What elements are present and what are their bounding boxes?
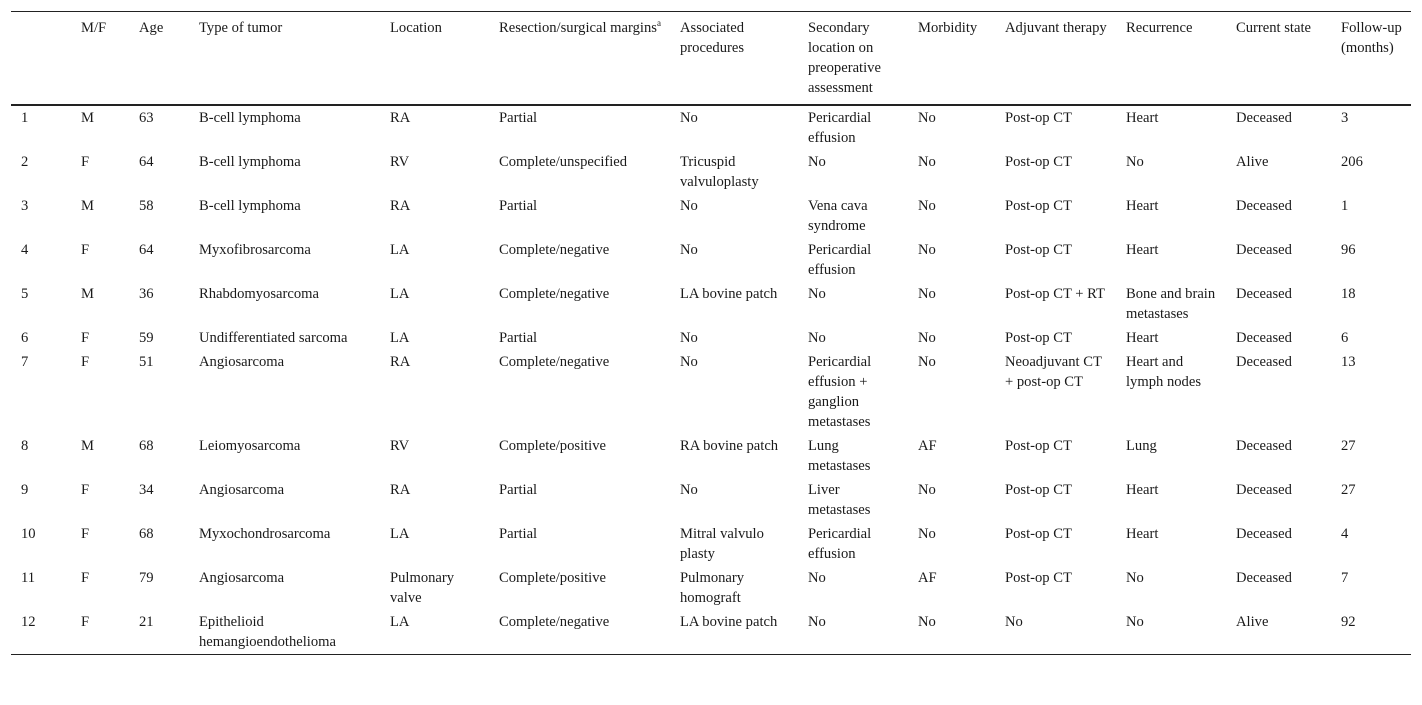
table-row (11, 238, 1411, 282)
header-cell-index (11, 12, 71, 106)
cell-age: 68 (139, 526, 154, 542)
cell-adjuvant-therapy: Post-op CT (1005, 154, 1072, 170)
cell-procedures: No (680, 110, 698, 126)
cell-secondary-location: Pericardial effusion (808, 526, 872, 562)
cell-age: 21 (139, 614, 154, 630)
cell-secondary-location: Vena cava syndrome (808, 198, 868, 234)
cell-morbidity: No (918, 110, 936, 126)
cell-index: 8 (21, 438, 29, 454)
cell-current-state: Deceased (1236, 570, 1292, 586)
table-header (11, 12, 1411, 106)
cell-morbidity: No (918, 330, 936, 346)
cell-tumor-type: Rhabdomyosarcoma (199, 286, 319, 302)
cell-secondary-location: Lung metastases (808, 438, 871, 474)
table-row (11, 105, 1411, 150)
cell-recurrence: Bone and brain metastases (1126, 286, 1216, 322)
cell-location: RA (390, 482, 411, 498)
header-cell-procedures: Associated procedures (680, 20, 745, 56)
table-row (11, 522, 1411, 566)
cell-age: 58 (139, 198, 154, 214)
cell-sex: F (81, 526, 90, 542)
cell-index: 1 (21, 110, 29, 126)
header-cell-adjuvant-therapy: Adjuvant therapy (1005, 20, 1107, 36)
cell-sex: F (81, 154, 90, 170)
cell-location: LA (390, 526, 410, 542)
cell-adjuvant-therapy: Post-op CT (1005, 570, 1072, 586)
cell-follow-up: 18 (1341, 286, 1356, 302)
cell-current-state: Alive (1236, 614, 1269, 630)
cell-secondary-location: No (808, 286, 826, 302)
cell-secondary-location: No (808, 570, 826, 586)
cell-resection: Complete/positive (499, 570, 607, 586)
cell-age: 63 (139, 110, 154, 126)
cell-index: 4 (21, 242, 29, 258)
cell-procedures: No (680, 482, 698, 498)
cell-procedures: Pulmonary homograft (680, 570, 745, 606)
cell-morbidity: AF (918, 438, 937, 454)
cell-secondary-location: Pericardial effusion (808, 242, 872, 278)
header-cell-sex: M/F (81, 20, 107, 36)
cell-resection: Partial (499, 198, 538, 214)
header-cell-secondary-location: Secondary location on preoperative assessment (808, 20, 881, 96)
cell-tumor-type: B-cell lymphoma (199, 198, 301, 214)
cell-sex: F (81, 614, 90, 630)
cell-follow-up: 92 (1341, 614, 1356, 630)
cell-adjuvant-therapy: Post-op CT + RT (1005, 286, 1105, 302)
cell-morbidity: AF (918, 570, 937, 586)
cell-tumor-type: B-cell lymphoma (199, 154, 301, 170)
cell-follow-up: 6 (1341, 330, 1349, 346)
cell-secondary-location: No (808, 614, 826, 630)
cell-procedures: LA bovine patch (680, 286, 778, 302)
cell-procedures: Tricuspid valvuloplasty (680, 154, 759, 190)
header-cell-location: Location (390, 20, 442, 36)
cell-adjuvant-therapy: Post-op CT (1005, 242, 1072, 258)
cell-sex: M (81, 198, 94, 214)
cell-recurrence: Heart (1126, 198, 1159, 214)
cell-morbidity: No (918, 242, 936, 258)
table-row (11, 150, 1411, 194)
cell-index: 2 (21, 154, 29, 170)
tumor-table-container (11, 11, 1411, 655)
cell-tumor-type: Angiosarcoma (199, 482, 285, 498)
cell-sex: F (81, 354, 90, 370)
cell-resection: Partial (499, 330, 538, 346)
cell-sex: F (81, 570, 90, 586)
cell-age: 59 (139, 330, 154, 346)
cell-index: 10 (21, 526, 36, 542)
cell-tumor-type: Angiosarcoma (199, 570, 285, 586)
cell-age: 64 (139, 154, 154, 170)
cell-tumor-type: Leiomyosarcoma (199, 438, 301, 454)
header-resection-footnote-marker: a (656, 18, 661, 29)
cell-resection: Partial (499, 110, 538, 126)
cell-index: 6 (21, 330, 29, 346)
cell-procedures: No (680, 330, 698, 346)
cell-age: 36 (139, 286, 154, 302)
cell-secondary-location: No (808, 330, 826, 346)
cell-resection: Complete/unspecified (499, 154, 628, 170)
cell-index: 5 (21, 286, 29, 302)
cell-follow-up: 27 (1341, 482, 1356, 498)
header-resection-label: Resection/surgical margins (499, 20, 657, 36)
cell-procedures: LA bovine patch (680, 614, 778, 630)
cell-current-state: Deceased (1236, 354, 1292, 370)
cell-recurrence: Heart (1126, 526, 1159, 542)
cell-adjuvant-therapy: Post-op CT (1005, 482, 1072, 498)
cell-location: LA (390, 242, 410, 258)
cell-morbidity: No (918, 154, 936, 170)
cell-age: 68 (139, 438, 154, 454)
table-body (11, 105, 1411, 655)
cell-resection: Complete/negative (499, 614, 610, 630)
header-cell-follow-up: Follow-up (months) (1341, 20, 1402, 56)
table-row (11, 350, 1411, 434)
cell-current-state: Deceased (1236, 286, 1292, 302)
cell-current-state: Deceased (1236, 482, 1292, 498)
cell-resection: Complete/negative (499, 354, 610, 370)
cell-recurrence: Heart (1126, 482, 1159, 498)
cell-morbidity: No (918, 482, 936, 498)
cell-location: RA (390, 110, 411, 126)
cell-sex: M (81, 438, 94, 454)
cell-procedures: Mitral valvulo plasty (680, 526, 764, 562)
cell-tumor-type: B-cell lymphoma (199, 110, 301, 126)
cell-follow-up: 1 (1341, 198, 1349, 214)
cell-location: RV (390, 438, 410, 454)
cell-adjuvant-therapy: Post-op CT (1005, 330, 1072, 346)
cell-index: 11 (21, 570, 36, 586)
cell-resection: Partial (499, 482, 538, 498)
cell-secondary-location: Liver metastases (808, 482, 871, 518)
cell-recurrence: No (1126, 570, 1144, 586)
cell-follow-up: 96 (1341, 242, 1356, 258)
cell-resection: Complete/negative (499, 286, 610, 302)
cell-adjuvant-therapy: No (1005, 614, 1023, 630)
cell-recurrence: Lung (1126, 438, 1157, 454)
table-row (11, 194, 1411, 238)
cell-location: Pulmonary valve (390, 570, 455, 606)
cell-sex: F (81, 242, 90, 258)
cell-procedures: No (680, 354, 698, 370)
cell-location: LA (390, 614, 410, 630)
cell-recurrence: Heart (1126, 330, 1159, 346)
header-row (11, 12, 1411, 106)
cell-location: LA (390, 330, 410, 346)
cell-secondary-location: Pericardial effusion (808, 110, 872, 146)
header-cell-age: Age (139, 20, 164, 36)
cell-current-state: Deceased (1236, 110, 1292, 126)
cell-index: 3 (21, 198, 29, 214)
cell-index: 7 (21, 354, 29, 370)
cell-current-state: Deceased (1236, 438, 1292, 454)
cell-follow-up: 27 (1341, 438, 1356, 454)
cell-procedures: RA bovine patch (680, 438, 779, 454)
cell-procedures: No (680, 198, 698, 214)
cell-adjuvant-therapy: Post-op CT (1005, 526, 1072, 542)
cell-location: LA (390, 286, 410, 302)
cell-index: 12 (21, 614, 36, 630)
cell-follow-up: 3 (1341, 110, 1349, 126)
cell-morbidity: No (918, 354, 936, 370)
cell-current-state: Deceased (1236, 330, 1292, 346)
cell-secondary-location: No (808, 154, 826, 170)
cell-age: 34 (139, 482, 154, 498)
cell-secondary-location: Pericardial effusion + ganglion metastases (808, 354, 872, 430)
cell-adjuvant-therapy: Post-op CT (1005, 110, 1072, 126)
header-cell-resection (489, 12, 670, 106)
cell-resection: Complete/negative (499, 242, 610, 258)
cell-recurrence: No (1126, 614, 1144, 630)
cell-age: 79 (139, 570, 154, 586)
cell-sex: M (81, 110, 94, 126)
table-row (11, 434, 1411, 478)
cell-tumor-type: Myxochondrosarcoma (199, 526, 331, 542)
header-cell-morbidity: Morbidity (918, 20, 978, 36)
cell-location: RV (390, 154, 410, 170)
cell-sex: F (81, 330, 90, 346)
cell-morbidity: No (918, 286, 936, 302)
cell-recurrence: Heart and lymph nodes (1126, 354, 1201, 390)
cell-morbidity: No (918, 614, 936, 630)
cell-follow-up: 4 (1341, 526, 1349, 542)
cell-adjuvant-therapy: Post-op CT (1005, 438, 1072, 454)
cell-current-state: Deceased (1236, 526, 1292, 542)
cell-age: 64 (139, 242, 154, 258)
cell-tumor-type: Undifferentiated sarcoma (199, 330, 348, 346)
cell-tumor-type: Myxofibrosarcoma (199, 242, 311, 258)
table-row (11, 282, 1411, 326)
cell-index: 9 (21, 482, 29, 498)
cell-sex: F (81, 482, 90, 498)
cell-adjuvant-therapy: Post-op CT (1005, 198, 1072, 214)
cell-current-state: Deceased (1236, 242, 1292, 258)
header-cell-recurrence: Recurrence (1126, 20, 1193, 36)
table-row (11, 326, 1411, 350)
cell-current-state: Alive (1236, 154, 1269, 170)
cell-tumor-type: Epithelioid hemangioendothelioma (199, 614, 336, 650)
cell-adjuvant-therapy: Neoadjuvant CT + post-op CT (1005, 354, 1102, 390)
cell-recurrence: Heart (1126, 110, 1159, 126)
table-row (11, 478, 1411, 522)
cell-location: RA (390, 198, 411, 214)
tumor-cases-table (11, 11, 1411, 655)
cell-resection: Complete/positive (499, 438, 607, 454)
cell-morbidity: No (918, 526, 936, 542)
header-cell-tumor-type: Type of tumor (199, 20, 283, 36)
cell-current-state: Deceased (1236, 198, 1292, 214)
cell-follow-up: 13 (1341, 354, 1356, 370)
cell-age: 51 (139, 354, 154, 370)
table-row (11, 610, 1411, 655)
cell-location: RA (390, 354, 411, 370)
cell-recurrence: No (1126, 154, 1144, 170)
cell-resection: Partial (499, 526, 538, 542)
cell-sex: M (81, 286, 94, 302)
cell-tumor-type: Angiosarcoma (199, 354, 285, 370)
header-cell-current-state: Current state (1236, 20, 1311, 36)
cell-morbidity: No (918, 198, 936, 214)
cell-recurrence: Heart (1126, 242, 1159, 258)
table-row (11, 566, 1411, 610)
cell-procedures: No (680, 242, 698, 258)
cell-follow-up: 7 (1341, 570, 1349, 586)
cell-follow-up: 206 (1341, 154, 1363, 170)
